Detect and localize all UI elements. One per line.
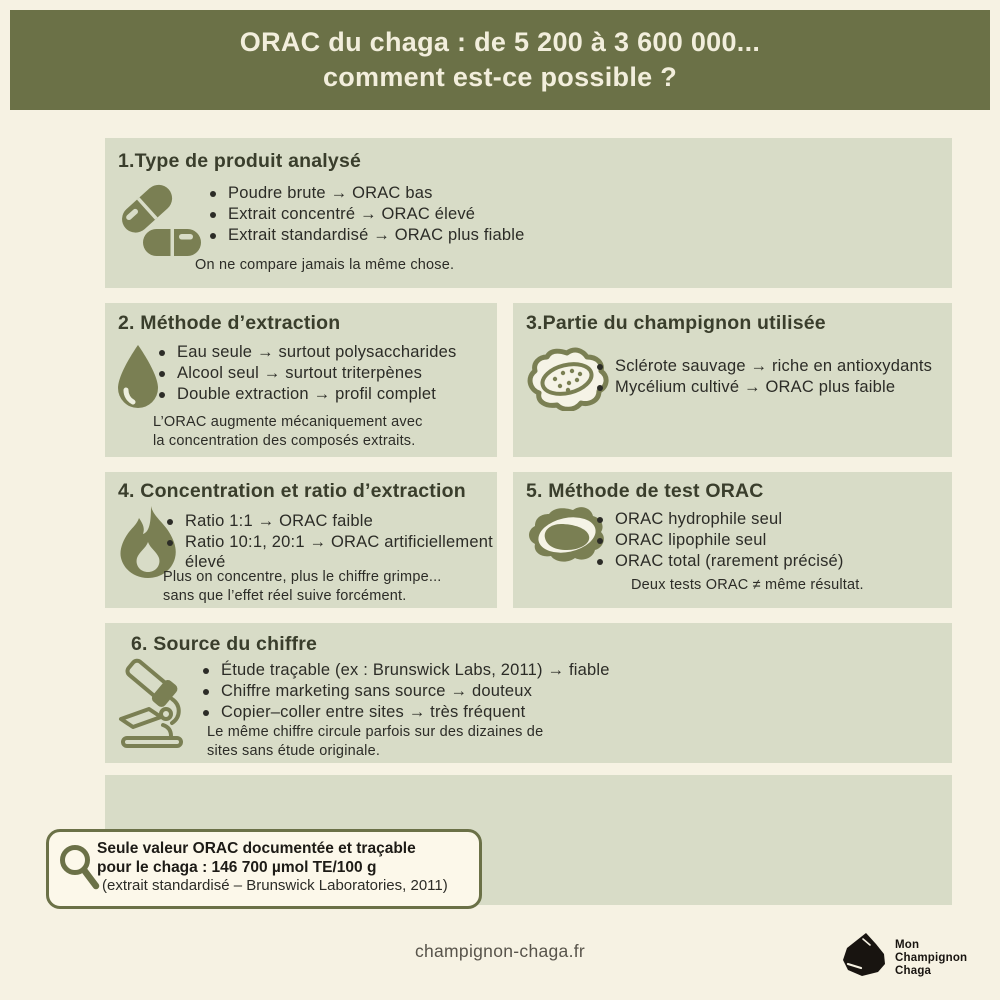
section-methode-extraction — [105, 303, 497, 457]
bullet-item: ORAC hydrophile seul — [597, 510, 942, 530]
callout-line2: pour le chaga : 146 700 µmol TE/100 g — [97, 858, 377, 876]
section-4-heading: 4. Concentration et ratio d’extraction — [118, 480, 466, 502]
header-banner — [10, 10, 990, 110]
section-5-bullets — [597, 510, 942, 572]
page-title-line2: comment est-ce possible ? — [322, 62, 678, 92]
callout-reference: (extrait standardisé – Brunswick Laboratories, 2011) — [102, 877, 448, 895]
orac-value-callout — [46, 829, 482, 909]
bullet-item: ORAC lipophile seul — [597, 531, 942, 551]
bullet-item: Eau seule → surtout polysaccharides — [159, 343, 504, 363]
microscope-icon — [115, 657, 195, 756]
bullet-item: Double extraction → profil complet — [159, 385, 504, 405]
section-6-bullets — [203, 661, 823, 723]
magnifier-icon — [58, 844, 102, 897]
bullet-item: Ratio 10:1, 20:1 → ORAC artificiellement élevé — [167, 533, 512, 573]
bullet-item: Mycélium cultivé → ORAC plus faible — [597, 378, 949, 398]
section-source-du-chiffre — [105, 623, 952, 763]
page-title-line1: ORAC du chaga : de 5 200 à 3 600 000... — [239, 26, 761, 57]
section-1-heading: 1.Type de produit analysé — [118, 150, 362, 172]
section-4-bullets — [167, 512, 512, 573]
section-1-note: On ne compare jamais la même chose. — [195, 257, 455, 273]
bullet-item: Sclérote sauvage → riche en antioxydants — [597, 357, 949, 377]
bullet-item: Poudre brute → ORAC bas — [210, 184, 690, 204]
section-type-de-produit — [105, 138, 952, 288]
bullet-item: Ratio 1:1 → ORAC faible — [167, 512, 512, 532]
section-5-heading: 5. Méthode de test ORAC — [526, 480, 764, 502]
section-3-heading: 3.Partie du champignon utilisée — [526, 312, 826, 334]
droplet-icon — [115, 343, 161, 416]
bullet-item: Copier–coller entre sites → très fréquent — [203, 703, 823, 723]
section-partie-champignon — [513, 303, 952, 457]
bullet-item: ORAC total (rarement précisé) — [597, 552, 942, 572]
section-3-bullets — [597, 357, 949, 399]
section-1-bullets — [210, 184, 690, 246]
section-6-note: Le même chiffre circule parfois sur des dizaines de sites sans étude originale. — [207, 724, 544, 759]
chaga-chunk-icon — [838, 930, 890, 987]
brand-logo-text: Mon Champignon Chaga — [895, 938, 968, 978]
section-2-note: L’ORAC augmente mécaniquement avec la concentration des composés extraits. — [153, 414, 423, 449]
section-5-note: Deux tests ORAC ≠ même résultat. — [631, 577, 864, 593]
bullet-item: Alcool seul → surtout triterpènes — [159, 364, 504, 384]
pills-icon — [113, 182, 205, 267]
brand-logo — [838, 930, 967, 987]
section-6-heading: 6. Source du chiffre — [131, 633, 318, 655]
section-2-bullets — [159, 343, 504, 405]
section-methode-test-orac — [513, 472, 952, 608]
section-2-heading: 2. Méthode d’extraction — [118, 312, 341, 334]
callout-line1: Seule valeur ORAC documentée et traçable — [97, 840, 416, 857]
bullet-item: Extrait concentré → ORAC élevé — [210, 205, 690, 225]
section-4-note: Plus on concentre, plus le chiffre grimpe... sans que l’effet réel suive forcément. — [163, 569, 442, 604]
bullet-item: Extrait standardisé → ORAC plus fiable — [210, 226, 690, 246]
bullet-item: Chiffre marketing sans source → douteux — [203, 682, 823, 702]
bullet-item: Étude traçable (ex : Brunswick Labs, 2011) → fiable — [203, 661, 823, 681]
section-concentration-ratio — [105, 472, 497, 608]
website-url: champignon-chaga.fr — [414, 941, 586, 961]
